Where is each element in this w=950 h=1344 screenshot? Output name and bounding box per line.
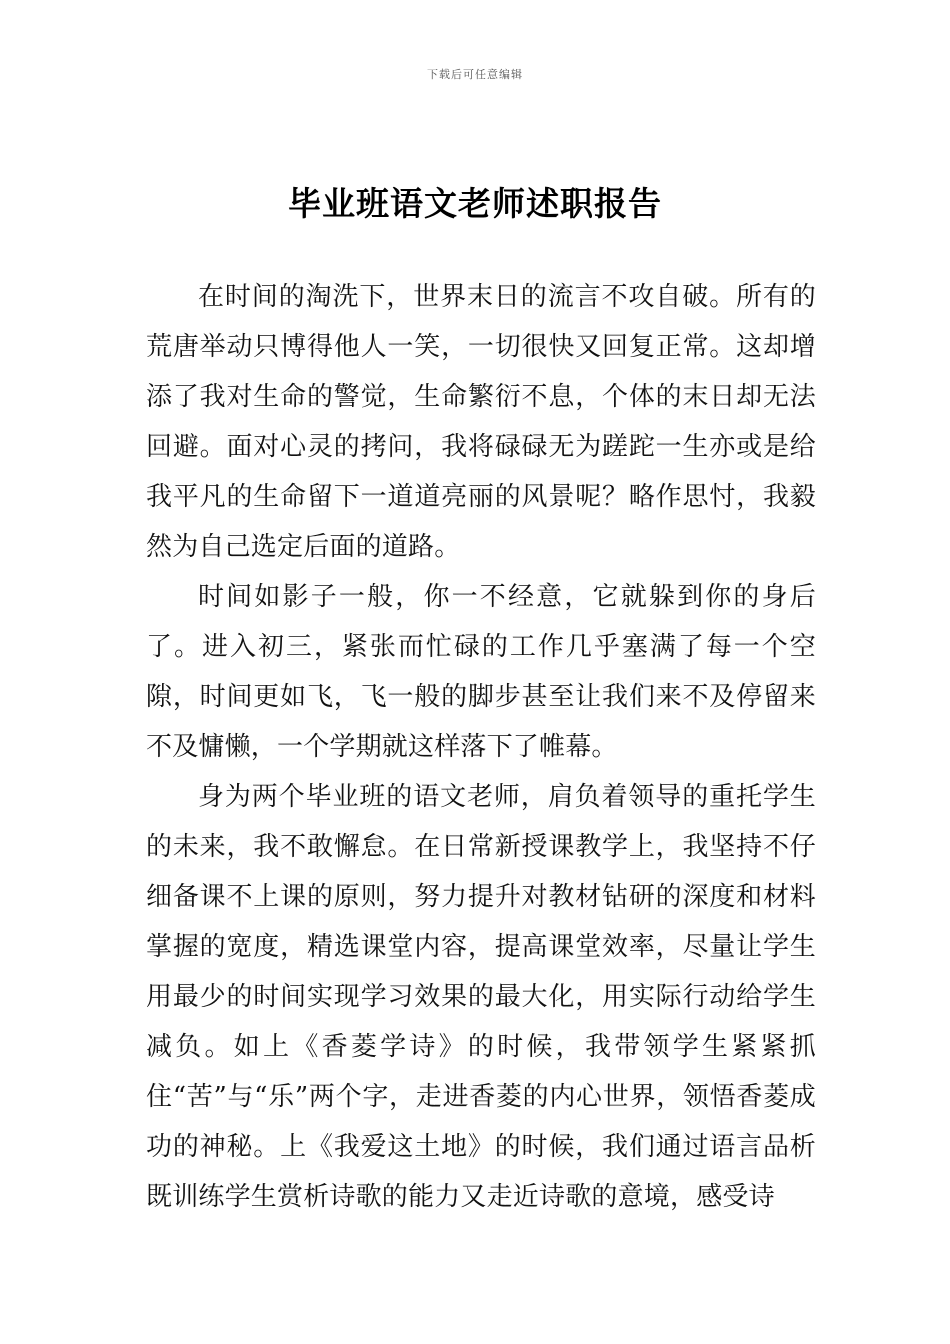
document-title: 毕业班语文老师述职报告 <box>288 184 662 223</box>
paragraph-1: 在时间的淘洗下，世界末日的流言不攻自破。所有的荒唐举动只博得他人一笑，一切很快又回复正常。这却增添了我对生命的警觉，生命繁衍不息，个体的末日却无法回避。面对心灵的拷问，我将碌碌无为蹉跎一生亦或是给我平凡的生命留下一道道亮丽的风景呢？略作思忖，我毅然为自己选定后面的道路。 <box>146 282 816 562</box>
header-note: 下载后可任意编辑 <box>427 68 523 81</box>
paragraph-3: 身为两个毕业班的语文老师，肩负着领导的重托学生的未来，我不敢懈怠。在日常新授课教学上，我坚持不仔细备课不上课的原则，努力提升对教材钻研的深度和材料掌握的宽度，精选课堂内容，提高课堂效率，尽量让学生用最少的时间实现学习效果的最大化，用实际行动给学生减负。如上《香菱学诗》的时候，我带领学生紧紧抓住“苦”与“乐”两个字，走进香菱的内心世界，领悟香菱成功的神秘。上《我爱这土地》的时候，我们通过语言品析既训练学生赏析诗歌的能力又走近诗歌的意境，感受诗 <box>146 782 816 1212</box>
paragraph-2: 时间如影子一般，你一不经意，它就躲到你的身后了。进入初三，紧张而忙碌的工作几乎塞满了每一个空隙，时间更如飞，飞一般的脚步甚至让我们来不及停留来不及慵懒，一个学期就这样落下了帷幕。 <box>146 582 816 762</box>
document-body <box>146 272 816 1222</box>
